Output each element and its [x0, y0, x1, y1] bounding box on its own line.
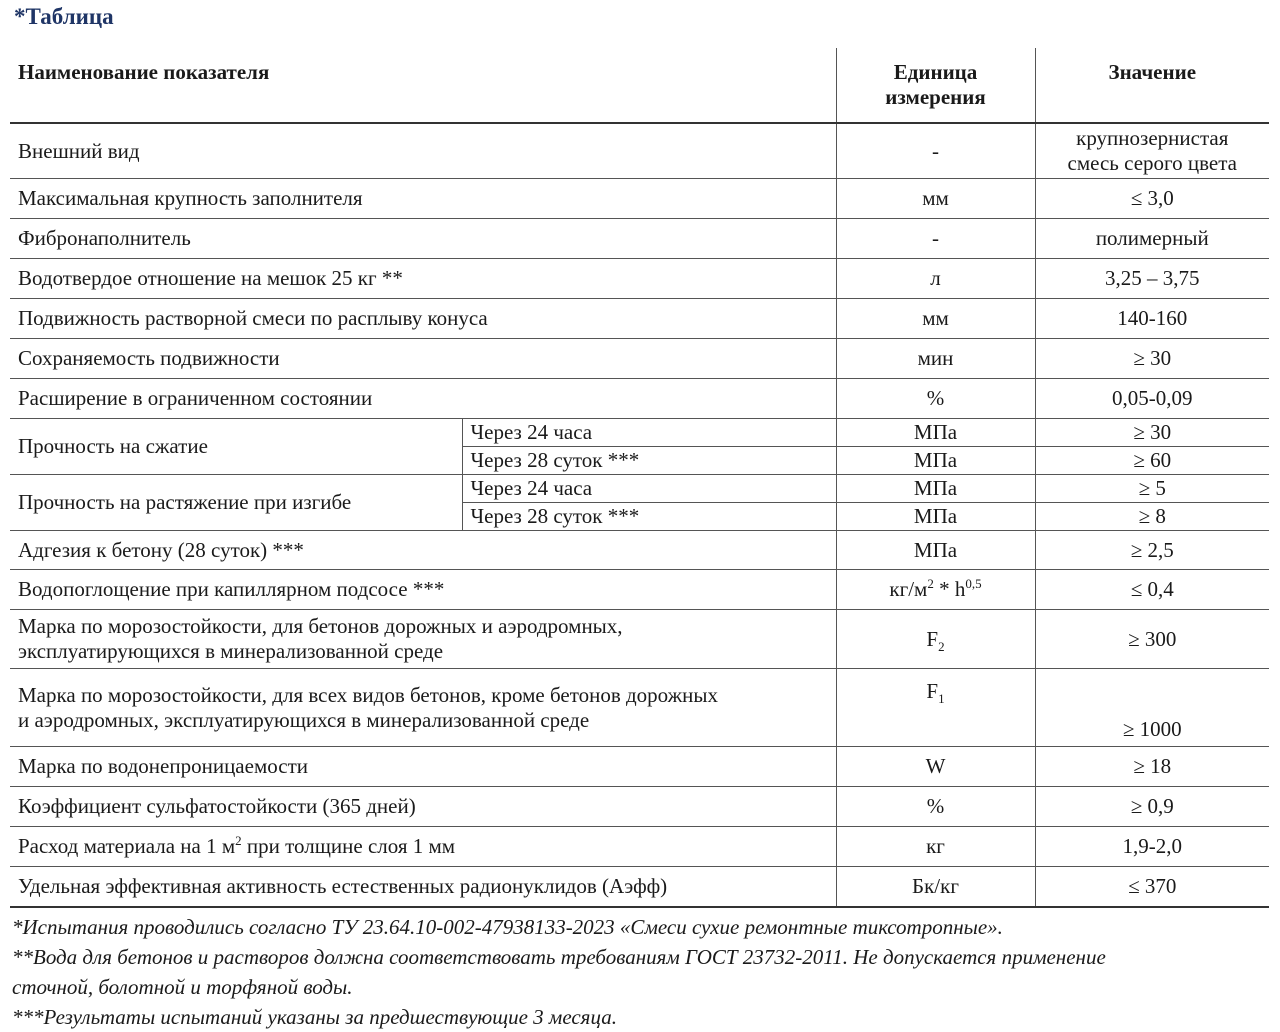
row-name: Прочность на сжатие	[18, 434, 208, 458]
row-name	[10, 669, 836, 747]
header-value: Значение	[1035, 48, 1269, 123]
table-row	[10, 787, 1269, 827]
table-header-row	[10, 48, 1269, 123]
table-row	[10, 669, 1269, 747]
row-period: Через 24 часа	[462, 475, 836, 503]
row-name: Прочность на растяжение при изгибе	[18, 490, 352, 514]
header-unit	[836, 48, 1035, 123]
row-unit: %	[836, 379, 1035, 419]
header-unit-line2: измерения	[885, 85, 986, 109]
name-post: при толщине слоя 1 мм	[241, 834, 456, 858]
row-value: 140-160	[1035, 299, 1269, 339]
row-period: Через 28 суток ***	[462, 447, 836, 475]
row-value: 3,25 – 3,75	[1035, 259, 1269, 299]
table-row	[10, 179, 1269, 219]
row-value: ≥ 30	[1035, 339, 1269, 379]
row-value: полимерный	[1035, 219, 1269, 259]
name-pre: Расход материала на 1 м	[18, 834, 236, 858]
row-value-line1: крупнозернистая	[1076, 126, 1229, 150]
row-name: Подвижность растворной смеси по расплыву конуса	[18, 306, 488, 330]
row-value: ≥ 5	[1035, 475, 1269, 503]
row-name	[10, 827, 836, 867]
table-row	[10, 610, 1269, 669]
row-name	[10, 610, 836, 669]
row-value: ≤ 3,0	[1035, 179, 1269, 219]
row-value: 1,9-2,0	[1035, 827, 1269, 867]
table-row	[10, 339, 1269, 379]
row-value-line2: смесь серого цвета	[1067, 151, 1237, 175]
footnotes	[12, 912, 1272, 1032]
footnote: *Испытания проводились согласно ТУ 23.64.10-002-47938133-2023 «Смеси сухие ремонтные тиксотропные».	[12, 915, 1003, 939]
row-unit: л	[836, 259, 1035, 299]
row-name-line1: Марка по морозостойкости, для всех видов бетонов, кроме бетонов дорожных	[18, 682, 719, 707]
row-name-line2: и аэродромных, эксплуатирующихся в минерализованной среде	[18, 707, 590, 732]
unit-base: F	[926, 626, 939, 651]
header-unit-line1: Единица	[893, 60, 978, 84]
footnote: сточной, болотной и торфяной воды.	[12, 975, 353, 999]
row-value	[1035, 123, 1269, 179]
row-name: Водотвердое отношение на мешок 25 кг **	[18, 266, 403, 290]
table-row	[10, 747, 1269, 787]
unit-base: F	[926, 679, 939, 703]
row-name: Максимальная крупность заполнителя	[18, 186, 363, 210]
row-unit: %	[836, 787, 1035, 827]
footnote: ***Результаты испытаний указаны за предшествующие 3 месяца.	[12, 1005, 617, 1029]
row-value: ≥ 300	[1035, 610, 1269, 669]
row-unit: МПа	[836, 475, 1035, 503]
row-unit: кг	[836, 827, 1035, 867]
table-row	[10, 379, 1269, 419]
row-name-line2: эксплуатирующихся в минерализованной среде	[18, 639, 444, 663]
table-row	[10, 419, 1269, 447]
row-name: Внешний вид	[18, 138, 140, 163]
row-value: ≥ 1000	[1035, 669, 1269, 747]
row-value: 0,05-0,09	[1035, 379, 1269, 419]
properties-table	[10, 48, 1269, 908]
table-row	[10, 827, 1269, 867]
row-unit	[836, 570, 1035, 610]
unit-sub: 1	[938, 691, 945, 707]
row-value: ≤ 370	[1035, 867, 1269, 908]
table-row	[10, 531, 1269, 570]
row-unit: мм	[836, 179, 1035, 219]
row-name: Сохраняемость подвижности	[18, 346, 280, 370]
row-unit: -	[836, 123, 1035, 179]
row-value: ≤ 0,4	[1035, 570, 1269, 610]
row-unit: -	[836, 219, 1035, 259]
table-row	[10, 299, 1269, 339]
row-unit	[836, 669, 1035, 747]
row-name-line1: Марка по морозостойкости, для бетонов дорожных и аэродромных,	[18, 614, 623, 638]
unit-base: кг/м	[889, 577, 928, 601]
row-unit: МПа	[836, 419, 1035, 447]
unit-sup: 0,5	[965, 576, 982, 591]
row-unit: мин	[836, 339, 1035, 379]
row-name: Коэффициент сульфатостойкости (365 дней)	[18, 794, 416, 818]
row-period: Через 28 суток ***	[462, 503, 836, 531]
row-unit	[836, 610, 1035, 669]
row-value: ≥ 60	[1035, 447, 1269, 475]
row-name: Марка по водонепроницаемости	[18, 754, 308, 778]
row-unit: Бк/кг	[836, 867, 1035, 908]
row-value: ≥ 2,5	[1035, 531, 1269, 570]
table-row	[10, 259, 1269, 299]
row-value: ≥ 0,9	[1035, 787, 1269, 827]
row-value: ≥ 18	[1035, 747, 1269, 787]
row-unit: МПа	[836, 531, 1035, 570]
table-row	[10, 867, 1269, 908]
unit-sub: 2	[938, 638, 945, 654]
row-name: Водопоглощение при капиллярном подсосе ***	[18, 577, 445, 601]
row-period: Через 24 часа	[462, 419, 836, 447]
header-name: Наименование показателя	[18, 60, 270, 84]
name-sup: 2	[235, 833, 242, 848]
unit-mid: * h	[933, 577, 966, 601]
row-name: Удельная эффективная активность естественных радионуклидов (Аэфф)	[18, 874, 668, 898]
row-name: Адгезия к бетону (28 суток) ***	[18, 537, 304, 562]
row-unit: W	[836, 747, 1035, 787]
row-value: ≥ 30	[1035, 419, 1269, 447]
row-unit: МПа	[836, 503, 1035, 531]
table-row	[10, 570, 1269, 610]
table-row	[10, 219, 1269, 259]
row-unit: МПа	[836, 447, 1035, 475]
footnote: **Вода для бетонов и растворов должна соответствовать требованиям ГОСТ 23732-2011. Не допускается применение	[12, 945, 1106, 969]
table-row	[10, 475, 1269, 503]
page-title: *Таблица	[14, 4, 114, 29]
row-unit: мм	[836, 299, 1035, 339]
row-name: Фибронаполнитель	[18, 226, 191, 250]
table-row	[10, 123, 1269, 179]
row-name: Расширение в ограниченном состоянии	[18, 386, 373, 410]
unit-sup: 2	[927, 576, 934, 591]
row-value: ≥ 8	[1035, 503, 1269, 531]
